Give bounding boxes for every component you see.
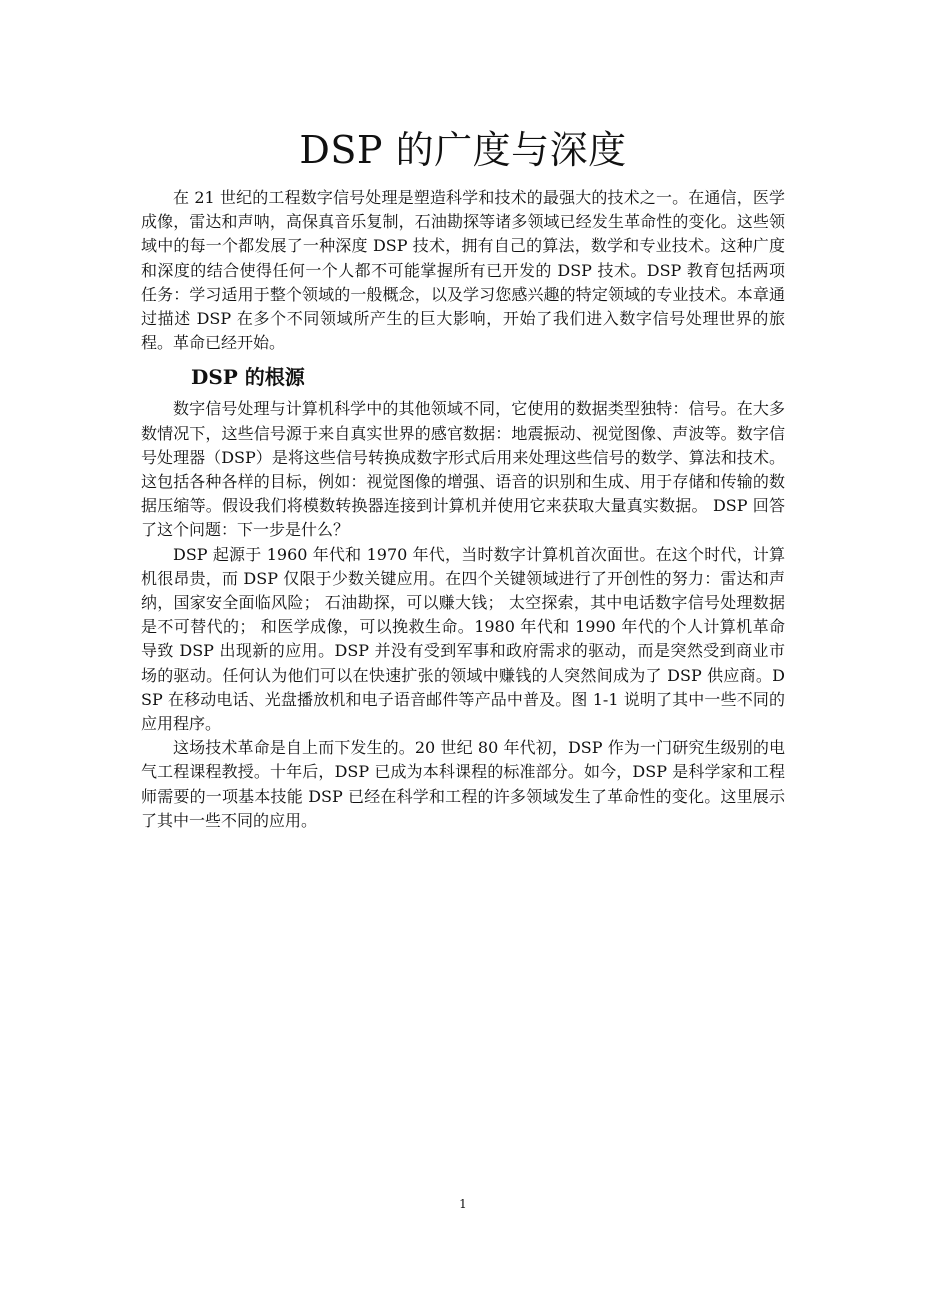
- section-heading: DSP 的根源: [191, 365, 305, 390]
- intro-paragraph: 在 21 世纪的工程数字信号处理是塑造科学和技术的最强大的技术之一。在通信，医学成像，雷达和声呐，高保真音乐复制，石油勘探等诸多领域已经发生革命性的变化。这些领域中的每一个都发展了一种深度 DSP 技术，拥有自己的算法，数学和专业技术。这种广度和深度的结合使得任何一个人都不可能掌握所有已开发的 DSP 技术。DSP 教育包括两项任务：学习适用于整个领域的一般概念，以及学习您感兴趣的特定领域的专业技术。本章通过描述 DSP 在多个不同领域所产生的巨大影响，开始了我们进入数字信号处理世界的旅程。革命已经开始。: [141, 188, 785, 353]
- body-paragraph-1: 数字信号处理与计算机科学中的其他领域不同，它使用的数据类型独特：信号。在大多数情况下，这些信号源于来自真实世界的感官数据：地震振动、视觉图像、声波等。数字信号处理器（DSP）是将这些信号转换成数字形式后用来处理这些信号的数学、算法和技术。这包括各种各样的目标，例如：视觉图像的增强、语音的识别和生成、用于存储和传输的数据压缩等。假设我们将模数转换器连接到计算机并使用它来获取大量真实数据。 DSP 回答了这个问题：下一步是什么？: [141, 399, 785, 540]
- document-body: [141, 186, 785, 833]
- body-paragraph-2: DSP 起源于 1960 年代和 1970 年代，当时数字计算机首次面世。在这个时代，计算机很昂贵，而 DSP 仅限于少数关键应用。在四个关键领域进行了开创性的努力：雷达和声纳，国家安全面临风险； 石油勘探，可以赚大钱； 太空探索，其中电话数字信号处理数据是不可替代的； 和医学成像，可以挽救生命。1980 年代和 1990 年代的个人计算机革命导致 DSP 出现新的应用。DSP 并没有受到军事和政府需求的驱动，而是突然受到商业市场的驱动。任何认为他们可以在快速扩张的领域中赚钱的人突然间成为了 DSP 供应商。DSP 在移动电话、光盘播放机和电子语音邮件等产品中普及。图 1-1 说明了其中一些不同的应用程序。: [141, 544, 785, 734]
- body-paragraph-3: 这场技术革命是自上而下发生的。20 世纪 80 年代初，DSP 作为一门研究生级别的电气工程课程教授。十年后，DSP 已成为本科课程的标准部分。如今，DSP 是科学家和工程师需要的一项基本技能 DSP 已经在科学和工程的许多领域发生了革命性的变化。这里展示了其中一些不同的应用。: [141, 738, 785, 830]
- page-number: 1: [459, 1197, 467, 1211]
- page-title: DSP 的广度与深度: [299, 128, 627, 172]
